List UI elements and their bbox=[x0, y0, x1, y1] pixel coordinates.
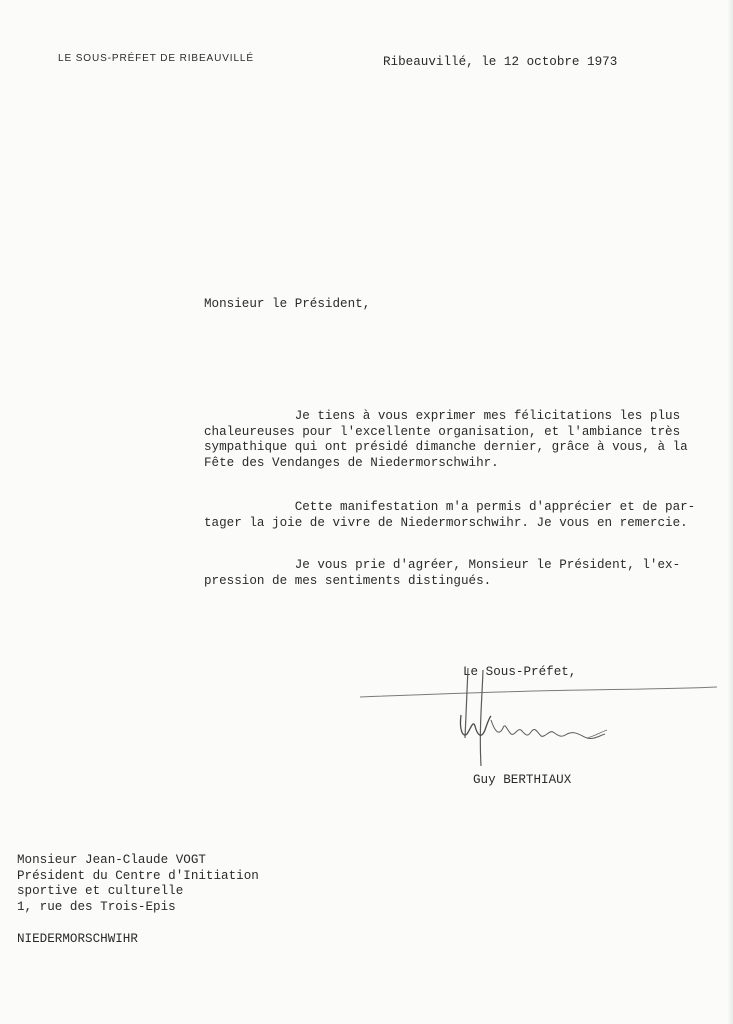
paper-edge bbox=[727, 0, 733, 1024]
handwritten-signature bbox=[355, 660, 725, 775]
body-paragraph-1: Je tiens à vous exprimer mes félicitations les plus chaleureuses pour l'excellente organisation, et l'ambiance très sympathique qui ont présidé dimanche dernier, grâce à vous, à la Fête des Vendanges de Niedermorschwihr. bbox=[204, 409, 688, 470]
sender-heading: LE SOUS-PRÉFET DE RIBEAUVILLÉ bbox=[58, 53, 254, 64]
body-paragraph-3: Je vous prie d'agréer, Monsieur le Président, l'ex- pression de mes sentiments distingués. bbox=[204, 558, 681, 588]
body-paragraph-2: Cette manifestation m'a permis d'apprécier et de par- tager la joie de vivre de Niedermorschwihr. Je vous en remercie. bbox=[204, 500, 696, 530]
salutation: Monsieur le Président, bbox=[204, 297, 371, 311]
place-date: Ribeauvillé, le 12 octobre 1973 bbox=[383, 55, 618, 69]
recipient-city: NIEDERMORSCHWIHR bbox=[17, 932, 138, 946]
signature-title: Le Sous-Préfet, bbox=[463, 665, 577, 679]
signatory-name: Guy BERTHIAUX bbox=[473, 773, 572, 787]
recipient-address: Monsieur Jean-Claude VOGT Président du Centre d'Initiation sportive et culturelle 1, rue des Trois-Epis bbox=[17, 853, 259, 914]
